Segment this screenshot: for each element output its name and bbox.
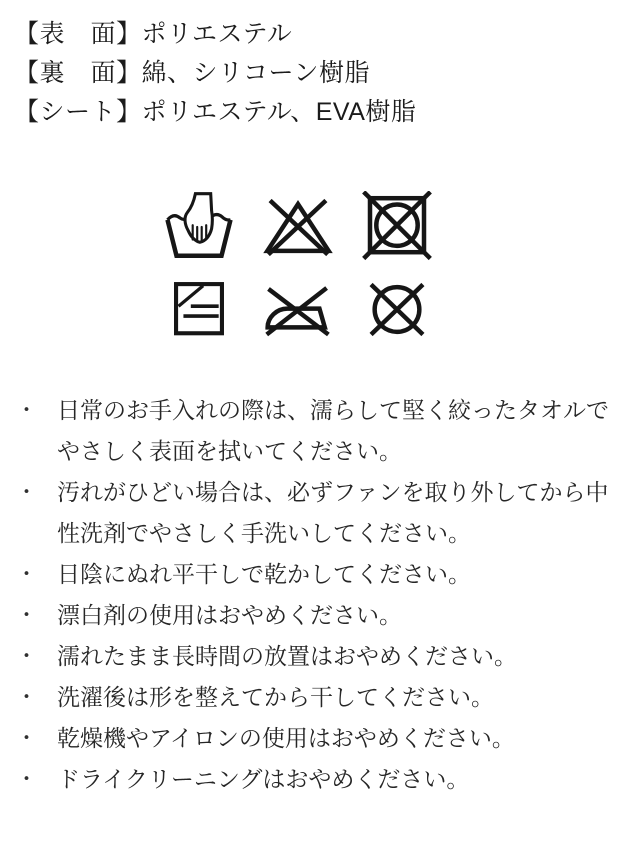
care-instruction-text: 汚れがひどい場合は、必ずファンを取り外してから中性洗剤でやさしく手洗いしてください。	[57, 479, 609, 546]
care-instruction-item	[16, 472, 622, 554]
care-instruction-text: 濡れたまま長時間の放置はおやめください。	[57, 643, 517, 669]
care-instruction-item	[16, 677, 622, 718]
drip-dry-flat-in-shade-icon	[163, 280, 235, 339]
material-line-sheet: 【シート】ポリエステル、EVA樹脂	[14, 98, 417, 126]
care-symbols-grid	[163, 191, 640, 339]
bullet-icon: ・	[16, 604, 37, 627]
care-instruction-text: 乾燥機やアイロンの使用はおやめください。	[57, 725, 515, 751]
do-not-iron-icon	[262, 280, 334, 339]
bullet-icon: ・	[16, 563, 37, 586]
care-instruction-text: 日常のお手入れの際は、濡らして堅く絞ったタオルでやさしく表面を拭いてください。	[57, 397, 609, 464]
care-instruction-item	[16, 718, 622, 759]
care-instructions-list	[0, 390, 640, 800]
care-instruction-text: 洗濯後は形を整えてから干してください。	[57, 684, 494, 710]
do-not-bleach-icon	[262, 195, 334, 260]
hand-wash-icon	[163, 191, 235, 263]
bullet-icon: ・	[16, 481, 37, 504]
care-instruction-text: 漂白剤の使用はおやめください。	[57, 602, 402, 628]
do-not-tumble-dry-icon	[361, 191, 433, 263]
bullet-icon: ・	[16, 645, 37, 668]
bullet-icon: ・	[16, 686, 37, 709]
care-symbols-row-2	[163, 280, 640, 339]
care-instruction-item	[16, 390, 622, 472]
materials-section	[0, 0, 640, 132]
bullet-icon: ・	[16, 768, 37, 791]
care-instruction-item	[16, 595, 622, 636]
do-not-dry-clean-icon	[361, 280, 433, 339]
care-instruction-item	[16, 554, 622, 595]
bullet-icon: ・	[16, 727, 37, 750]
care-instruction-text: 日陰にぬれ平干しで乾かしてください。	[57, 561, 471, 587]
material-line-front: 【表 面】ポリエステル	[14, 20, 293, 48]
material-line-back: 【裏 面】綿、シリコーン樹脂	[14, 59, 371, 87]
care-instruction-text: ドライクリーニングはおやめください。	[57, 766, 470, 792]
care-instruction-item	[16, 636, 622, 677]
bullet-icon: ・	[16, 399, 37, 422]
care-instruction-item	[16, 759, 622, 800]
care-symbols-row-1	[163, 191, 640, 263]
